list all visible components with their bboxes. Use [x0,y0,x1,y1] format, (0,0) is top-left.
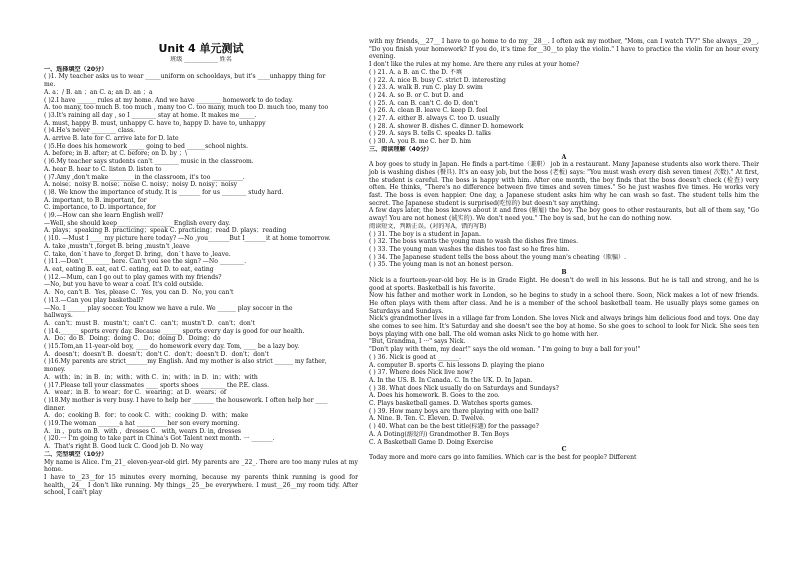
text-line: ( )7.Amy ,don't make ________in the classroom, it's too __________. [44,173,245,181]
passage-paragraph: My name is Alice. I'm_21_ eleven-year-old girl. My parents are _22_. There are too many rules at my home. [44,458,358,474]
text-line: ( )20.一 I'm going to take part in China's Got Talent next month. 一 _______. [44,435,275,443]
text-line: ( )12.—Mum, can I go out to play games with my friends? [44,273,222,281]
text-line: ( ) 22. A. nice B. busy C. strict D. interesting [369,76,506,84]
text-line: —No. I ______ play soccer. You know we have a rule. We ______ play soccer in the [44,304,293,312]
text-line: ( ) 38. What does Nick usually do on Saturdays and Sundays? [369,384,559,392]
text-line: ( ) 33. The young man washes the dishes too fast so he fires him. [369,245,570,253]
text-line: —No, but you have to wear a coat. It's cold outside. [44,281,204,289]
text-line: ( )5.He does his homework _____ going to bed ______school nights. [44,142,248,150]
text-line: ( ) 29. A. says B. tells C. speaks D. talks [369,130,491,138]
text-line: ( ) 40. What can be the best title(标题) for the passage? [369,423,539,431]
text-line: A. before; in B. after; at C. before; on D. by ；\ [44,150,188,158]
page-title: Unit 4 单元测试 [158,42,244,55]
left-column [44,0,358,497]
text-line: A. arrive B. late for C. arrive late for D. late [44,135,179,143]
text-line: ( )8. We know the importance of study. It is _______ for us ________ study hard. [44,188,284,196]
passage-paragraph: A boy goes to study in Japan. He finds a part-time（兼职） job in a restaurant. Many Japanese students also work there. Their job is washing dishes (餐具). It's an easy job, but the boss (老板) says: "You must wash every dish seven times( 次数)." At first, the student is careful. The boss is happy with him. After one month, the boy finds that the boss doesn't check (检查) very often. He thinks, "There's no difference between five times and seven times." So he just washes five times. He works very fast. The boss is even happier. One day, a Japanese student asks him why he can wash so fast. The student tells him the secret. The Japanese student is surprised(吃惊的) but doesn't say anything. [369,161,759,207]
text-line: ( ) 23. A. walk B. run C. play D. swim [369,84,483,92]
text-line: "But, Grandma, I ···" says Nick. [369,338,466,346]
text-line: ( )10. —Must I ____ my picture here today? —No ,you_______But I_______it at home tomorrow. [44,235,331,243]
passage-paragraph: Today more and more cars go into families. Which car is the best for people? Different [369,453,637,461]
text-line: ( ) 37. Where does Nick live now? [369,369,474,377]
text-line: A．in ，puts on B．with ，dresses C．with, wears D. in, dresses [44,427,242,435]
text-line: ( )11.—Don't ________ here. Can't you see the sign? —No ________. [44,258,247,266]
text-line: money. [44,366,66,374]
text-line: ( )3.It's raining all day , so I ________ stay at home. It makes me_____. [44,111,257,119]
text-line: ( ) 31. The boy is a student in Japan. [369,230,481,238]
text-line: C. Plays basketball games. D. Watches sports games. [369,400,533,408]
text-line: hallways. [44,312,73,320]
text-line: ( ) 28. A. shower B. dishes C. dinner D. homework [369,122,524,130]
text-line: C. A Basketball Game D. Doing Exercise [369,438,494,446]
text-line: ( ) 30. A. you B. me C. her D. him [369,138,472,146]
text-line: A. too many, too much B. too much , many too C. too many, much too D. much too, many too [44,104,329,112]
text-line: ( ) 24. A. so B. or C. but D. and [369,91,464,99]
class-name-line: 班级 ___________ 姓名 [170,56,232,63]
text-line: ( )19.The woman _______a hat __________her son every morning. [44,420,240,428]
section-heading: 二、完型填空（10分） [44,450,108,458]
text-line: A. plays；speaking B. practicing；speak C. practicing；read D. plays；reading [44,227,287,235]
section-heading: 三、阅读理解（40分） [369,145,433,153]
passage-label: C [561,446,567,454]
text-line: A. In the US. B. In Canada. C. In the UK. D. In Japan. [369,376,533,384]
text-line: A. Does his homework. B. Goes to the zoo. [369,392,500,400]
text-line: —Well, she should keep__________________ English every day. [44,219,231,227]
text-line: A. take ,mustn't ,forget B. bring ,mustn't ,leave [44,242,190,250]
text-line: 阅读短文，判断正误。(对的写A，错的写B) [369,222,487,230]
text-line: A. A Doting(溺爱的) Grandmother B. Ten Boys [369,430,510,438]
text-line: ( )15.Tom,an 11-year-old boy, ____ do homework every day. Tom, ____ be a lazy boy. [44,343,300,351]
text-line: C. take, don`t have to ,forget D. bring，don`t have to ,leave. [44,250,231,258]
text-line: A. must, happy B. must, unhappy C. have to, happy D. have to, unhappy [44,119,266,127]
text-line: A. important, to B. important, for [44,196,147,204]
text-line: ( )16.My parents are strict_______my English. And my mother is also strict ______ my father， [44,358,331,366]
text-line: ( )17.Please tell your classmates ____ sports shoes ________ the P.E. class. [44,381,270,389]
text-line: dinner. [44,404,66,412]
text-line: A. hear B. hear to C. listen D. listen to [44,165,162,173]
text-line: ( ) 35. The young man is not an honest person. [369,261,514,269]
text-line: ( )6.My teacher says students can't ________ music in the classroom. [44,158,254,166]
text-line: ( ) 27. A. either B. always C. too D. usually [369,115,500,123]
text-line: I don't like the rules at my home. Are there any rules at your home? [369,61,580,69]
text-line: A．can't；must B．mustn't；can't C．can't；mustn't D．can't；don't [44,319,255,327]
text-line: ( )13.—Can you play basketball? [44,296,144,304]
text-line: ( ) 34. The Japanese student tells the boss about the young man's cheating（欺骗）. [369,253,627,261]
text-line: C. importance, to D. importance, for [44,204,156,212]
text-line: A. a；/ B. an ；an C. a; an D. an ；a [44,88,153,96]
text-line: A. computer B. sports C. his lessons D. playing the piano [369,361,545,369]
passage-paragraph: Nick is a fourteen-year-old boy. He is in Grade Eight. He doesn't do well in his lessons. But he is tall and strong, and he is good at sports. Basketball is his favorite. [369,276,759,292]
text-line: ( ) 26. A. clean B. leave C. keep D. feel [369,107,488,115]
passage-paragraph: Now his father and mother work in London, so he begins to study in a school there. Soon, Nick makes a lot of new friends. He often plays with them after class. And he is a member of the school basketball team. He usually plays some games on Saturdays and Sundays. [369,292,759,315]
passage-paragraph: I have to__23__for 15 minutes every morning, because my parents think running is good for health,__24__ I don't like running. My things__25__be everywhere. I must__26__my room tidy. After school, I can't play [44,473,358,497]
left-column-body [44,66,358,497]
text-line: A. eat, eating B. eat, eat C. eating, eat D. to eat, eating [44,265,214,273]
passage-paragraph: A few days later, the boss knows about it and fires (解雇) the boy. The boy goes to other restaurants, but all of them say, "Go away! You are not honest (诚实的). We don't need you." The boy is sad, but he can do nothing now. [369,207,759,223]
passage-label: B [561,269,567,277]
text-line: me. [44,81,56,89]
passage-label: A [561,153,567,161]
passage-paragraph: Nick's grandmother lives in a village far from London. She loves Nick and always brings him delicious food and toys. One day she comes to see him. It's Saturday and she doesn't see the boy at home. So she goes to school to look for Nick. She sees ten boys playing with one ball. The old woman asks Nick to go home with her. [369,315,759,338]
text-line: "Don't play with them, my dear!" says the old woman. " I'm going to buy a ball for you!" [369,346,641,354]
text-line: A．That's right B. Good luck C. Good job D. No way [44,443,204,451]
text-line: A．with；in；in B．in；with；with C．in；with；in D．in；with；with [44,373,258,381]
text-line: ( )1. My teacher asks us to wear _____uniform on schooldays, but it's ____unhappy thing for [44,73,326,81]
right-column-body [369,38,759,462]
section-heading: 一、选择填空（20分） [44,65,108,73]
text-line: A．doesn't；doesn't B．doesn't；don't C．don't；doesn't D．don't；don't [44,350,269,358]
text-line: A．No, can't B．Yes, please C．Yes, you can D．No, you can't [44,289,234,297]
text-line: ( )14.______ sports every day. Because ______ sports every day is good for our health. [44,327,305,335]
text-line: ( ) 32. The boss wants the young man to wash the dishes five times. [369,238,579,246]
text-line: ( ) 25. A. can B. can't C. do D. don't [369,99,478,107]
text-line: A. Nine. B. Ten. C. Eleven. D. Twelve. [369,415,485,423]
text-line: A．Do；do B．Doing；doing C．Do；doing D．Doing；do [44,335,221,343]
text-line: ( )9.—How can she learn English well? [44,212,164,220]
text-line: ( )4.He's never ________ class. [44,127,136,135]
passage-paragraph: with my friends,__27__ I have to go home to do my__28__. I often ask my mother, "Mom, can I watch TV?" She always__29__, "Do you finish your homework? If you do, it's time for__30__to play the violin." I have to practice the violin for an hour every evening. [369,38,759,61]
text-line: ( )2.I have ______ rules at my home. And we have ________ homework to do today. [44,96,294,104]
text-line: A．do；cooking B．for；to cook C．with；cooking D．with；make [44,412,249,420]
text-line: ( ) 39. How many boys are there playing with one ball? [369,407,539,415]
text-line: ( ) 36. Nick is good at _______. [369,353,461,361]
text-line: ( )18.My mother is very busy. I have to help her _______ the housework. I often help her ____ [44,396,328,404]
text-line: A. noise；noisy B. noise；noise C. noisy；noisy D. noisy；noisy [44,181,238,189]
right-column [369,0,759,462]
text-line: ( ) 21. A. a B. an C. the D. 不填 [369,68,462,76]
text-line: A．wear；in B．to wear；for C．wearing；at D．wears；of [44,389,227,397]
